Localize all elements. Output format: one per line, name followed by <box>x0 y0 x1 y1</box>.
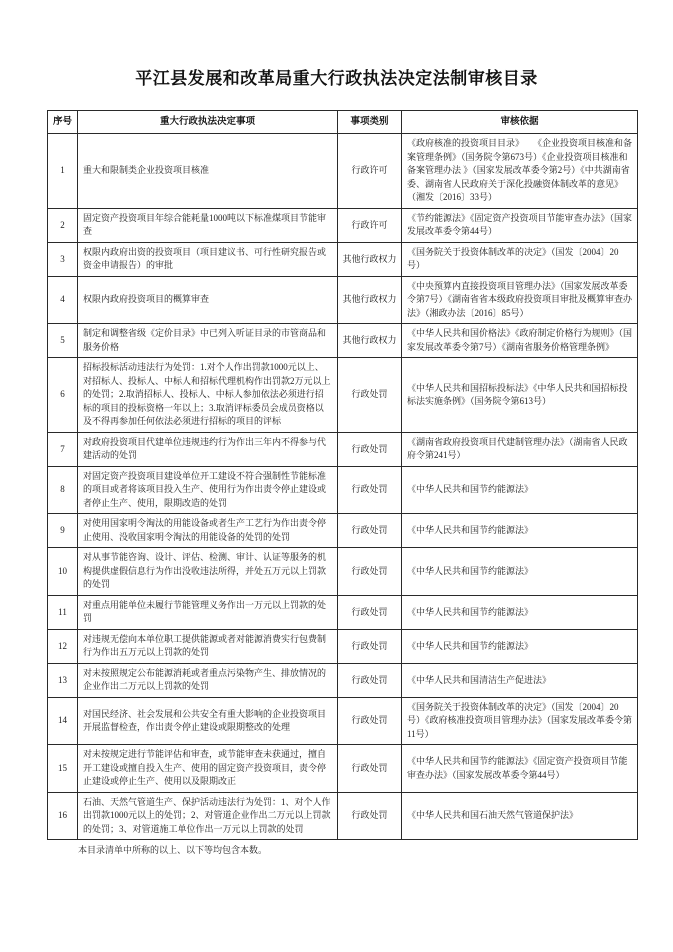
table-row <box>48 595 638 629</box>
cell-matter: 对违规无偿向本单位职工提供能源或者对能源消费实行包费制行为作出五万元以上罚款的处罚 <box>78 629 338 663</box>
column-header-serial: 序号 <box>48 111 78 134</box>
table-row <box>48 697 638 745</box>
table-row <box>48 466 638 514</box>
cell-matter: 重大和限制类企业投资项目核准 <box>78 134 338 209</box>
cell-basis: 《国务院关于投资体制改革的决定》（国发〔2004〕20号） <box>402 242 638 276</box>
cell-category: 其他行政权力 <box>338 276 402 324</box>
table-body <box>48 134 638 840</box>
cell-category: 行政处罚 <box>338 663 402 697</box>
cell-basis: 《中华人民共和国清洁生产促进法》 <box>402 663 638 697</box>
cell-serial: 4 <box>48 276 78 324</box>
table-row <box>48 629 638 663</box>
cell-serial: 3 <box>48 242 78 276</box>
table-row <box>48 663 638 697</box>
cell-matter: 对重点用能单位未履行节能管理义务作出一万元以上罚款的处罚 <box>78 595 338 629</box>
table-row <box>48 792 638 840</box>
table-row <box>48 324 638 358</box>
cell-category: 行政处罚 <box>338 745 402 793</box>
table-row <box>48 242 638 276</box>
cell-category: 行政许可 <box>338 134 402 209</box>
cell-matter: 权限内政府出资的投资项目（项目建议书、可行性研究报告或资金申请报告）的审批 <box>78 242 338 276</box>
cell-basis: 《中华人民共和国节约能源法》 <box>402 629 638 663</box>
cell-matter: 招标投标活动违法行为处罚：1.对个人作出罚款1000元以上、对招标人、投标人、中标人和招标代理机构作出罚款2万元以上的处罚；2.取消招标人、投标人、中标人参加依法必须进行招标的项目的投标资格一年以上；3.取消评标委员会成员资格以及不得再参加任何依法必须进行招标的项目的评标 <box>78 358 338 433</box>
cell-matter: 对未按规定进行节能评估和审查，或节能审查未获通过，擅自开工建设或擅自投入生产、使用的固定资产投资项目，责令停止建设或停止生产、使用以及限期改正 <box>78 745 338 793</box>
cell-basis: 《国务院关于投资体制改革的决定》（国发〔2004〕20号）《政府核准投资项目管理办法》（国家发展改革委令第11号） <box>402 697 638 745</box>
review-catalog-table <box>47 110 638 840</box>
cell-serial: 12 <box>48 629 78 663</box>
table-row <box>48 514 638 548</box>
cell-matter: 对未按照规定公布能源消耗或者重点污染物产生、排放情况的企业作出二万元以上罚款的处罚 <box>78 663 338 697</box>
cell-serial: 1 <box>48 134 78 209</box>
table-header-row <box>48 111 638 134</box>
cell-category: 行政处罚 <box>338 466 402 514</box>
cell-matter: 制定和调整省级《定价目录》中已列入听证目录的市管商品和服务价格 <box>78 324 338 358</box>
cell-basis: 《中华人民共和国节约能源法》 <box>402 595 638 629</box>
cell-matter: 对政府投资项目代建单位违规违约行为作出三年内不得参与代建活动的处罚 <box>78 432 338 466</box>
cell-serial: 11 <box>48 595 78 629</box>
cell-basis: 《中华人民共和国节约能源法》 <box>402 548 638 596</box>
cell-basis: 《政府核准的投资项目目录》 《企业投资项目核准和备案管理条例》（国务院令第673号）《企业投资项目核准和备案管理办法 》（国家发展改革委令第2号）《中共湖南省委、湖南省人民政府关于深化投融资体制改革的意见》（湘发〔2016〕33号） <box>402 134 638 209</box>
cell-category: 行政处罚 <box>338 358 402 433</box>
table-row <box>48 548 638 596</box>
table-row <box>48 134 638 209</box>
column-header-category: 事项类别 <box>338 111 402 134</box>
footnote: 本目录清单中所称的以上、以下等均包含本数。 <box>78 845 268 856</box>
cell-basis: 《中央预算内直接投资项目管理办法》（国家发展改革委令第7号）《湖南省省本级政府投资项目审批及概算审查办法》（湘政办法〔2016〕85号） <box>402 276 638 324</box>
cell-basis: 《湖南省政府投资项目代建制管理办法》（湖南省人民政府令第241号） <box>402 432 638 466</box>
cell-serial: 5 <box>48 324 78 358</box>
cell-category: 行政处罚 <box>338 629 402 663</box>
cell-matter: 对国民经济、社会发展和公共安全有重大影响的企业投资项目开展监督检查，作出责令停止建设或限期整改的处理 <box>78 697 338 745</box>
cell-category: 其他行政权力 <box>338 324 402 358</box>
cell-serial: 6 <box>48 358 78 433</box>
page-title: 平江县发展和改革局重大行政执法决定法制审核目录 <box>135 69 538 88</box>
cell-serial: 10 <box>48 548 78 596</box>
cell-category: 行政许可 <box>338 208 402 242</box>
cell-matter: 石油、天然气管道生产、保护活动违法行为处罚：1、对个人作出罚款1000元以上的处罚；2、对管道企业作出二万元以上罚款的处罚；3、对管道施工单位作出一万元以上罚款的处罚 <box>78 792 338 840</box>
cell-category: 行政处罚 <box>338 697 402 745</box>
cell-matter: 对固定资产投资项目建设单位开工建设不符合强制性节能标准的项目或者将该项目投入生产、使用行为作出责令停止建设或者停止生产、使用，限期改造的处罚 <box>78 466 338 514</box>
cell-category: 行政处罚 <box>338 792 402 840</box>
column-header-matter: 重大行政执法决定事项 <box>78 111 338 134</box>
cell-serial: 7 <box>48 432 78 466</box>
cell-basis: 《中华人民共和国节约能源法》 <box>402 514 638 548</box>
cell-serial: 13 <box>48 663 78 697</box>
cell-basis: 《中华人民共和国价格法》《政府制定价格行为规则》（国家发展改革委令第7号）《湖南省服务价格管理条例》 <box>402 324 638 358</box>
cell-category: 行政处罚 <box>338 548 402 596</box>
cell-serial: 14 <box>48 697 78 745</box>
table-row <box>48 208 638 242</box>
table-row <box>48 276 638 324</box>
table-row <box>48 432 638 466</box>
cell-serial: 9 <box>48 514 78 548</box>
cell-category: 行政处罚 <box>338 514 402 548</box>
cell-serial: 16 <box>48 792 78 840</box>
cell-matter: 对使用国家明令淘汰的用能设备或者生产工艺行为作出责令停止使用、没收国家明令淘汰的用能设备的处罚的处罚 <box>78 514 338 548</box>
cell-category: 行政处罚 <box>338 432 402 466</box>
cell-category: 其他行政权力 <box>338 242 402 276</box>
cell-basis: 《中华人民共和国节约能源法》 <box>402 466 638 514</box>
cell-matter: 权限内政府投资项目的概算审查 <box>78 276 338 324</box>
cell-category: 行政处罚 <box>338 595 402 629</box>
table-row <box>48 358 638 433</box>
cell-serial: 15 <box>48 745 78 793</box>
table-row <box>48 745 638 793</box>
cell-matter: 固定资产投资项目年综合能耗量1000吨以下标准煤项目节能审查 <box>78 208 338 242</box>
column-header-basis: 审核依据 <box>402 111 638 134</box>
cell-basis: 《中华人民共和国节约能源法》《固定资产投资项目节能审查办法》（国家发展改革委令第44号） <box>402 745 638 793</box>
cell-serial: 2 <box>48 208 78 242</box>
cell-matter: 对从事节能咨询、设计、评估、检测、审计、认证等服务的机构提供虚假信息行为作出没收违法所得，并处五万元以上罚款的处罚 <box>78 548 338 596</box>
cell-serial: 8 <box>48 466 78 514</box>
cell-basis: 《中华人民共和国招标投标法》《中华人民共和国招标投标法实施条例》（国务院令第613号） <box>402 358 638 433</box>
cell-basis: 《中华人民共和国石油天然气管道保护法》 <box>402 792 638 840</box>
cell-basis: 《节约能源法》《固定资产投资项目节能审查办法》（国家发展改革委令第44号） <box>402 208 638 242</box>
